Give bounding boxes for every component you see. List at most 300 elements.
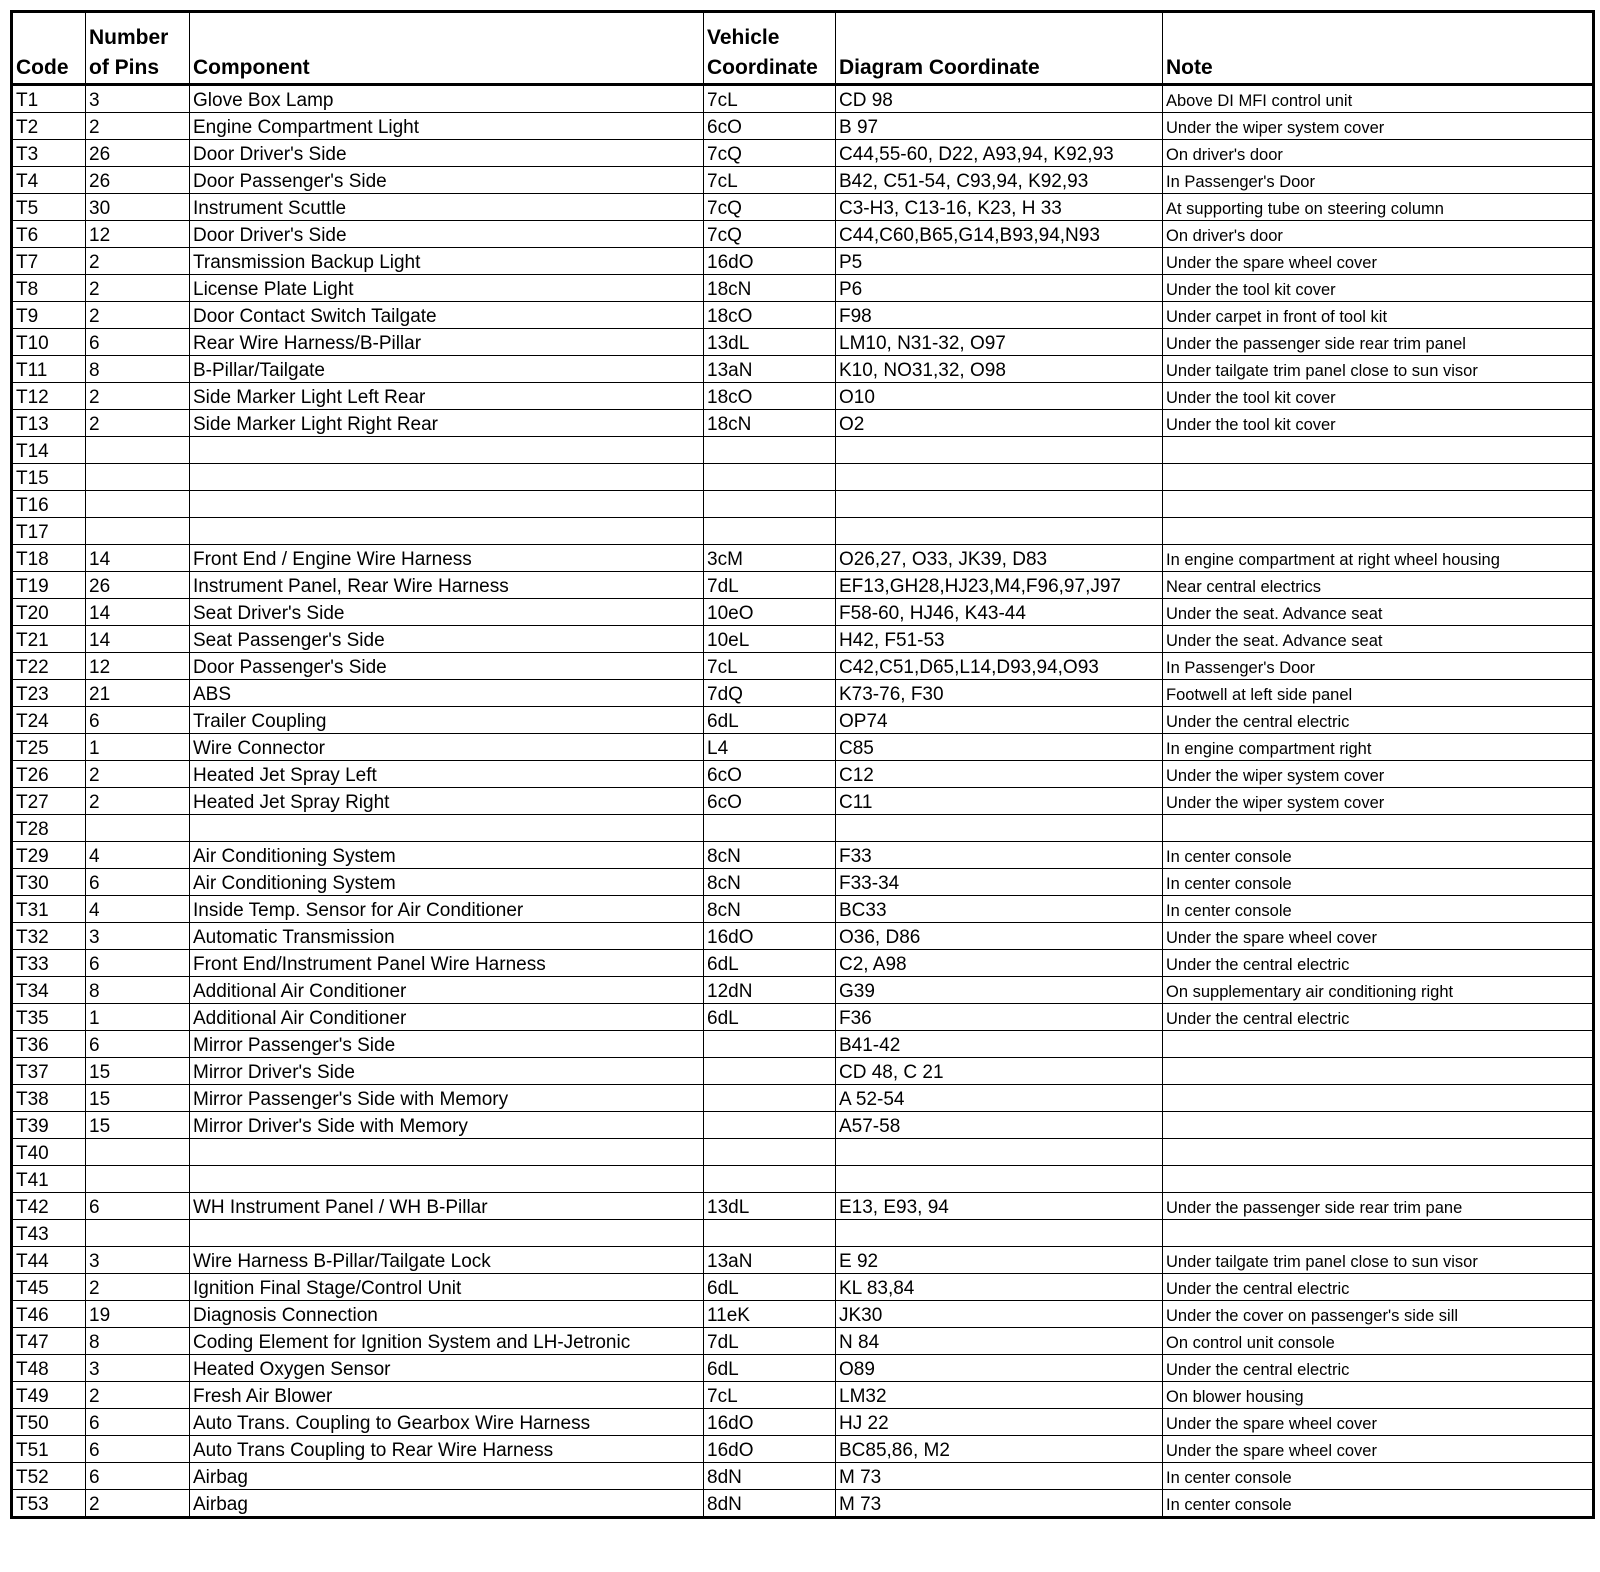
- pins-cell: 1: [86, 1004, 190, 1031]
- code-cell: T17: [12, 518, 86, 545]
- vehicle-coordinate-cell: 18cN: [704, 275, 836, 302]
- code-cell: T49: [12, 1382, 86, 1409]
- table-row: [12, 572, 1594, 599]
- code-cell: T50: [12, 1409, 86, 1436]
- note-cell: [1163, 1031, 1594, 1058]
- vehicle-coordinate-cell: 6cO: [704, 113, 836, 140]
- note-cell: In Passenger's Door: [1163, 653, 1594, 680]
- diagram-coordinate-cell: B41-42: [836, 1031, 1163, 1058]
- vehicle-coordinate-cell: [704, 491, 836, 518]
- vehicle-coordinate-cell: 7cL: [704, 85, 836, 113]
- code-cell: T52: [12, 1463, 86, 1490]
- component-cell: Airbag: [190, 1463, 704, 1490]
- table-row: [12, 518, 1594, 545]
- code-cell: T37: [12, 1058, 86, 1085]
- note-cell: Under the spare wheel cover: [1163, 923, 1594, 950]
- code-cell: T7: [12, 248, 86, 275]
- pins-cell: [86, 437, 190, 464]
- table-row: [12, 329, 1594, 356]
- diagram-coordinate-cell: B42, C51-54, C93,94, K92,93: [836, 167, 1163, 194]
- component-cell: [190, 491, 704, 518]
- component-cell: Rear Wire Harness/B-Pillar: [190, 329, 704, 356]
- note-cell: On driver's door: [1163, 221, 1594, 248]
- table-row: [12, 1058, 1594, 1085]
- code-cell: T27: [12, 788, 86, 815]
- diagram-coordinate-cell: K73-76, F30: [836, 680, 1163, 707]
- diagram-coordinate-cell: P6: [836, 275, 1163, 302]
- code-cell: T24: [12, 707, 86, 734]
- table-row: [12, 1112, 1594, 1139]
- table-row: [12, 1004, 1594, 1031]
- code-cell: T44: [12, 1247, 86, 1274]
- diagram-coordinate-cell: B 97: [836, 113, 1163, 140]
- component-cell: B-Pillar/Tailgate: [190, 356, 704, 383]
- component-cell: Mirror Passenger's Side: [190, 1031, 704, 1058]
- header-diagram-coordinate: Diagram Coordinate: [836, 12, 1163, 85]
- vehicle-coordinate-cell: 6cO: [704, 788, 836, 815]
- diagram-coordinate-cell: O36, D86: [836, 923, 1163, 950]
- connector-table: [10, 10, 1595, 1519]
- note-cell: Under the passenger side rear trim panel: [1163, 329, 1594, 356]
- code-cell: T47: [12, 1328, 86, 1355]
- pins-cell: 2: [86, 1490, 190, 1518]
- diagram-coordinate-cell: [836, 1139, 1163, 1166]
- pins-cell: [86, 491, 190, 518]
- diagram-coordinate-cell: O2: [836, 410, 1163, 437]
- diagram-coordinate-cell: [836, 464, 1163, 491]
- code-cell: T21: [12, 626, 86, 653]
- pins-cell: 6: [86, 329, 190, 356]
- pins-cell: [86, 1139, 190, 1166]
- table-row: [12, 167, 1594, 194]
- pins-cell: 6: [86, 1463, 190, 1490]
- diagram-coordinate-cell: [836, 815, 1163, 842]
- diagram-coordinate-cell: C12: [836, 761, 1163, 788]
- pins-cell: 21: [86, 680, 190, 707]
- note-cell: Under tailgate trim panel close to sun visor: [1163, 1247, 1594, 1274]
- component-cell: Additional Air Conditioner: [190, 977, 704, 1004]
- table-row: [12, 491, 1594, 518]
- table-row: [12, 1193, 1594, 1220]
- note-cell: In center console: [1163, 1463, 1594, 1490]
- code-cell: T36: [12, 1031, 86, 1058]
- vehicle-coordinate-cell: 13aN: [704, 1247, 836, 1274]
- note-cell: Under the tool kit cover: [1163, 410, 1594, 437]
- note-cell: [1163, 1112, 1594, 1139]
- vehicle-coordinate-cell: 8cN: [704, 869, 836, 896]
- diagram-coordinate-cell: O10: [836, 383, 1163, 410]
- diagram-coordinate-cell: C3-H3, C13-16, K23, H 33: [836, 194, 1163, 221]
- vehicle-coordinate-cell: 7cL: [704, 167, 836, 194]
- vehicle-coordinate-cell: 13aN: [704, 356, 836, 383]
- diagram-coordinate-cell: M 73: [836, 1463, 1163, 1490]
- diagram-coordinate-cell: F36: [836, 1004, 1163, 1031]
- diagram-coordinate-cell: JK30: [836, 1301, 1163, 1328]
- pins-cell: 3: [86, 1355, 190, 1382]
- code-cell: T33: [12, 950, 86, 977]
- component-cell: Mirror Driver's Side with Memory: [190, 1112, 704, 1139]
- diagram-coordinate-cell: H42, F51-53: [836, 626, 1163, 653]
- code-cell: T25: [12, 734, 86, 761]
- code-cell: T30: [12, 869, 86, 896]
- vehicle-coordinate-cell: [704, 1166, 836, 1193]
- table-row: [12, 869, 1594, 896]
- table-row: [12, 545, 1594, 572]
- component-cell: Air Conditioning System: [190, 842, 704, 869]
- diagram-coordinate-cell: CD 98: [836, 85, 1163, 113]
- vehicle-coordinate-cell: 7cQ: [704, 221, 836, 248]
- table-row: [12, 1328, 1594, 1355]
- note-cell: Under the wiper system cover: [1163, 788, 1594, 815]
- table-row: [12, 1463, 1594, 1490]
- code-cell: T38: [12, 1085, 86, 1112]
- diagram-coordinate-cell: E13, E93, 94: [836, 1193, 1163, 1220]
- header-note: Note: [1163, 12, 1594, 85]
- code-cell: T4: [12, 167, 86, 194]
- table-row: [12, 1301, 1594, 1328]
- diagram-coordinate-cell: F98: [836, 302, 1163, 329]
- pins-cell: 6: [86, 1193, 190, 1220]
- header-vehicle-coordinate: Vehicle Coordinate: [704, 12, 836, 85]
- pins-cell: 2: [86, 410, 190, 437]
- pins-cell: 6: [86, 950, 190, 977]
- note-cell: [1163, 464, 1594, 491]
- code-cell: T12: [12, 383, 86, 410]
- pins-cell: 14: [86, 626, 190, 653]
- table-row: [12, 896, 1594, 923]
- note-cell: In center console: [1163, 842, 1594, 869]
- code-cell: T13: [12, 410, 86, 437]
- table-row: [12, 437, 1594, 464]
- header-row: [12, 12, 1594, 85]
- vehicle-coordinate-cell: [704, 1085, 836, 1112]
- note-cell: Under the wiper system cover: [1163, 761, 1594, 788]
- component-cell: [190, 1166, 704, 1193]
- pins-cell: 8: [86, 977, 190, 1004]
- vehicle-coordinate-cell: 7cQ: [704, 194, 836, 221]
- vehicle-coordinate-cell: [704, 437, 836, 464]
- diagram-coordinate-cell: O26,27, O33, JK39, D83: [836, 545, 1163, 572]
- pins-cell: 12: [86, 653, 190, 680]
- note-cell: [1163, 437, 1594, 464]
- code-cell: T15: [12, 464, 86, 491]
- pins-cell: 12: [86, 221, 190, 248]
- pins-cell: 15: [86, 1085, 190, 1112]
- table-row: [12, 113, 1594, 140]
- component-cell: Diagnosis Connection: [190, 1301, 704, 1328]
- code-cell: T3: [12, 140, 86, 167]
- pins-cell: 2: [86, 275, 190, 302]
- vehicle-coordinate-cell: 8cN: [704, 896, 836, 923]
- table-row: [12, 815, 1594, 842]
- vehicle-coordinate-cell: [704, 464, 836, 491]
- component-cell: [190, 815, 704, 842]
- diagram-coordinate-cell: F58-60, HJ46, K43-44: [836, 599, 1163, 626]
- pins-cell: 3: [86, 1247, 190, 1274]
- code-cell: T2: [12, 113, 86, 140]
- vehicle-coordinate-cell: [704, 1058, 836, 1085]
- component-cell: Auto Trans. Coupling to Gearbox Wire Harness: [190, 1409, 704, 1436]
- diagram-coordinate-cell: K10, NO31,32, O98: [836, 356, 1163, 383]
- note-cell: Under the tool kit cover: [1163, 383, 1594, 410]
- code-cell: T8: [12, 275, 86, 302]
- component-cell: Mirror Passenger's Side with Memory: [190, 1085, 704, 1112]
- code-cell: T45: [12, 1274, 86, 1301]
- vehicle-coordinate-cell: [704, 1139, 836, 1166]
- component-cell: [190, 437, 704, 464]
- pins-cell: 6: [86, 1436, 190, 1463]
- component-cell: Instrument Panel, Rear Wire Harness: [190, 572, 704, 599]
- pins-cell: 26: [86, 572, 190, 599]
- code-cell: T10: [12, 329, 86, 356]
- vehicle-coordinate-cell: 7dL: [704, 1328, 836, 1355]
- vehicle-coordinate-cell: 16dO: [704, 923, 836, 950]
- diagram-coordinate-cell: [836, 491, 1163, 518]
- diagram-coordinate-cell: A 52-54: [836, 1085, 1163, 1112]
- component-cell: Air Conditioning System: [190, 869, 704, 896]
- note-cell: On control unit console: [1163, 1328, 1594, 1355]
- vehicle-coordinate-cell: 7cQ: [704, 140, 836, 167]
- component-cell: Seat Driver's Side: [190, 599, 704, 626]
- table-row: [12, 653, 1594, 680]
- code-cell: T46: [12, 1301, 86, 1328]
- table-body: [12, 85, 1594, 1518]
- code-cell: T18: [12, 545, 86, 572]
- note-cell: Under the passenger side rear trim pane: [1163, 1193, 1594, 1220]
- vehicle-coordinate-cell: 7cL: [704, 1382, 836, 1409]
- code-cell: T29: [12, 842, 86, 869]
- pins-cell: [86, 464, 190, 491]
- note-cell: [1163, 1139, 1594, 1166]
- vehicle-coordinate-cell: 13dL: [704, 1193, 836, 1220]
- note-cell: In engine compartment at right wheel housing: [1163, 545, 1594, 572]
- vehicle-coordinate-cell: 12dN: [704, 977, 836, 1004]
- vehicle-coordinate-cell: 6dL: [704, 707, 836, 734]
- table-row: [12, 950, 1594, 977]
- vehicle-coordinate-cell: 3cM: [704, 545, 836, 572]
- table-row: [12, 194, 1594, 221]
- note-cell: Footwell at left side panel: [1163, 680, 1594, 707]
- pins-cell: 2: [86, 113, 190, 140]
- component-cell: [190, 518, 704, 545]
- vehicle-coordinate-cell: L4: [704, 734, 836, 761]
- diagram-coordinate-cell: P5: [836, 248, 1163, 275]
- note-cell: [1163, 1085, 1594, 1112]
- table-row: [12, 1031, 1594, 1058]
- pins-cell: 30: [86, 194, 190, 221]
- vehicle-coordinate-cell: 7dL: [704, 572, 836, 599]
- pins-cell: 14: [86, 599, 190, 626]
- component-cell: Door Driver's Side: [190, 221, 704, 248]
- component-cell: License Plate Light: [190, 275, 704, 302]
- pins-cell: [86, 1166, 190, 1193]
- vehicle-coordinate-cell: 6dL: [704, 1004, 836, 1031]
- pins-cell: [86, 815, 190, 842]
- table-row: [12, 85, 1594, 113]
- pins-cell: 8: [86, 356, 190, 383]
- note-cell: Under the central electric: [1163, 1355, 1594, 1382]
- vehicle-coordinate-cell: 13dL: [704, 329, 836, 356]
- table-row: [12, 221, 1594, 248]
- code-cell: T23: [12, 680, 86, 707]
- vehicle-coordinate-cell: 18cO: [704, 302, 836, 329]
- code-cell: T53: [12, 1490, 86, 1518]
- code-cell: T11: [12, 356, 86, 383]
- vehicle-coordinate-cell: 18cO: [704, 383, 836, 410]
- note-cell: Under the spare wheel cover: [1163, 1409, 1594, 1436]
- vehicle-coordinate-cell: [704, 1220, 836, 1247]
- pins-cell: 2: [86, 761, 190, 788]
- table-row: [12, 356, 1594, 383]
- component-cell: Transmission Backup Light: [190, 248, 704, 275]
- pins-cell: 6: [86, 1409, 190, 1436]
- vehicle-coordinate-cell: 10eL: [704, 626, 836, 653]
- code-cell: T28: [12, 815, 86, 842]
- component-cell: Door Driver's Side: [190, 140, 704, 167]
- pins-cell: 14: [86, 545, 190, 572]
- vehicle-coordinate-cell: 6cO: [704, 761, 836, 788]
- pins-cell: 6: [86, 1031, 190, 1058]
- note-cell: Near central electrics: [1163, 572, 1594, 599]
- diagram-coordinate-cell: C11: [836, 788, 1163, 815]
- code-cell: T51: [12, 1436, 86, 1463]
- table-row: [12, 275, 1594, 302]
- table-row: [12, 977, 1594, 1004]
- component-cell: Additional Air Conditioner: [190, 1004, 704, 1031]
- note-cell: Above DI MFI control unit: [1163, 85, 1594, 113]
- diagram-coordinate-cell: E 92: [836, 1247, 1163, 1274]
- note-cell: Under the central electric: [1163, 950, 1594, 977]
- diagram-coordinate-cell: N 84: [836, 1328, 1163, 1355]
- component-cell: [190, 1139, 704, 1166]
- note-cell: Under the central electric: [1163, 1274, 1594, 1301]
- diagram-coordinate-cell: LM32: [836, 1382, 1163, 1409]
- code-cell: T5: [12, 194, 86, 221]
- diagram-coordinate-cell: A57-58: [836, 1112, 1163, 1139]
- diagram-coordinate-cell: BC85,86, M2: [836, 1436, 1163, 1463]
- vehicle-coordinate-cell: 6dL: [704, 1355, 836, 1382]
- component-cell: Auto Trans Coupling to Rear Wire Harness: [190, 1436, 704, 1463]
- component-cell: Heated Oxygen Sensor: [190, 1355, 704, 1382]
- note-cell: [1163, 518, 1594, 545]
- code-cell: T20: [12, 599, 86, 626]
- code-cell: T1: [12, 85, 86, 113]
- note-cell: Under the central electric: [1163, 707, 1594, 734]
- vehicle-coordinate-cell: 16dO: [704, 1409, 836, 1436]
- pins-cell: 19: [86, 1301, 190, 1328]
- table-row: [12, 842, 1594, 869]
- pins-cell: 4: [86, 842, 190, 869]
- diagram-coordinate-cell: LM10, N31-32, O97: [836, 329, 1163, 356]
- diagram-coordinate-cell: C44,55-60, D22, A93,94, K92,93: [836, 140, 1163, 167]
- table-row: [12, 761, 1594, 788]
- pins-cell: [86, 1220, 190, 1247]
- vehicle-coordinate-cell: 8dN: [704, 1463, 836, 1490]
- code-cell: T31: [12, 896, 86, 923]
- component-cell: Airbag: [190, 1490, 704, 1518]
- pins-cell: 1: [86, 734, 190, 761]
- diagram-coordinate-cell: [836, 1166, 1163, 1193]
- diagram-coordinate-cell: M 73: [836, 1490, 1163, 1518]
- note-cell: Under the central electric: [1163, 1004, 1594, 1031]
- table-row: [12, 1355, 1594, 1382]
- code-cell: T35: [12, 1004, 86, 1031]
- diagram-coordinate-cell: F33: [836, 842, 1163, 869]
- note-cell: Under the seat. Advance seat: [1163, 626, 1594, 653]
- note-cell: In engine compartment right: [1163, 734, 1594, 761]
- component-cell: Inside Temp. Sensor for Air Conditioner: [190, 896, 704, 923]
- table-row: [12, 302, 1594, 329]
- pins-cell: 8: [86, 1328, 190, 1355]
- component-cell: Door Passenger's Side: [190, 653, 704, 680]
- component-cell: [190, 1220, 704, 1247]
- pins-cell: 2: [86, 1274, 190, 1301]
- table-row: [12, 140, 1594, 167]
- diagram-coordinate-cell: BC33: [836, 896, 1163, 923]
- note-cell: In center console: [1163, 896, 1594, 923]
- code-cell: T22: [12, 653, 86, 680]
- diagram-coordinate-cell: C85: [836, 734, 1163, 761]
- table-row: [12, 734, 1594, 761]
- table-row: [12, 1382, 1594, 1409]
- vehicle-coordinate-cell: [704, 518, 836, 545]
- pins-cell: 3: [86, 923, 190, 950]
- code-cell: T32: [12, 923, 86, 950]
- component-cell: Glove Box Lamp: [190, 85, 704, 113]
- component-cell: Ignition Final Stage/Control Unit: [190, 1274, 704, 1301]
- table-row: [12, 923, 1594, 950]
- pins-cell: 3: [86, 85, 190, 113]
- table-row: [12, 599, 1594, 626]
- note-cell: In center console: [1163, 1490, 1594, 1518]
- table-row: [12, 1085, 1594, 1112]
- vehicle-coordinate-cell: 11eK: [704, 1301, 836, 1328]
- vehicle-coordinate-cell: 16dO: [704, 248, 836, 275]
- note-cell: Under the cover on passenger's side sill: [1163, 1301, 1594, 1328]
- component-cell: Front End / Engine Wire Harness: [190, 545, 704, 572]
- vehicle-coordinate-cell: 18cN: [704, 410, 836, 437]
- pins-cell: 15: [86, 1058, 190, 1085]
- code-cell: T34: [12, 977, 86, 1004]
- note-cell: In center console: [1163, 869, 1594, 896]
- pins-cell: 2: [86, 1382, 190, 1409]
- header-code: Code: [12, 12, 86, 85]
- code-cell: T43: [12, 1220, 86, 1247]
- code-cell: T16: [12, 491, 86, 518]
- component-cell: Trailer Coupling: [190, 707, 704, 734]
- note-cell: Under the tool kit cover: [1163, 275, 1594, 302]
- pins-cell: 26: [86, 140, 190, 167]
- pins-cell: 2: [86, 302, 190, 329]
- pins-cell: 2: [86, 383, 190, 410]
- header-component: Component: [190, 12, 704, 85]
- note-cell: [1163, 1058, 1594, 1085]
- component-cell: Coding Element for Ignition System and LH-Jetronic: [190, 1328, 704, 1355]
- component-cell: Front End/Instrument Panel Wire Harness: [190, 950, 704, 977]
- note-cell: In Passenger's Door: [1163, 167, 1594, 194]
- pins-cell: 15: [86, 1112, 190, 1139]
- diagram-coordinate-cell: F33-34: [836, 869, 1163, 896]
- pins-cell: 2: [86, 788, 190, 815]
- component-cell: Automatic Transmission: [190, 923, 704, 950]
- note-cell: On blower housing: [1163, 1382, 1594, 1409]
- code-cell: T40: [12, 1139, 86, 1166]
- pins-cell: 4: [86, 896, 190, 923]
- component-cell: Side Marker Light Left Rear: [190, 383, 704, 410]
- vehicle-coordinate-cell: 8cN: [704, 842, 836, 869]
- note-cell: Under the seat. Advance seat: [1163, 599, 1594, 626]
- vehicle-coordinate-cell: [704, 1112, 836, 1139]
